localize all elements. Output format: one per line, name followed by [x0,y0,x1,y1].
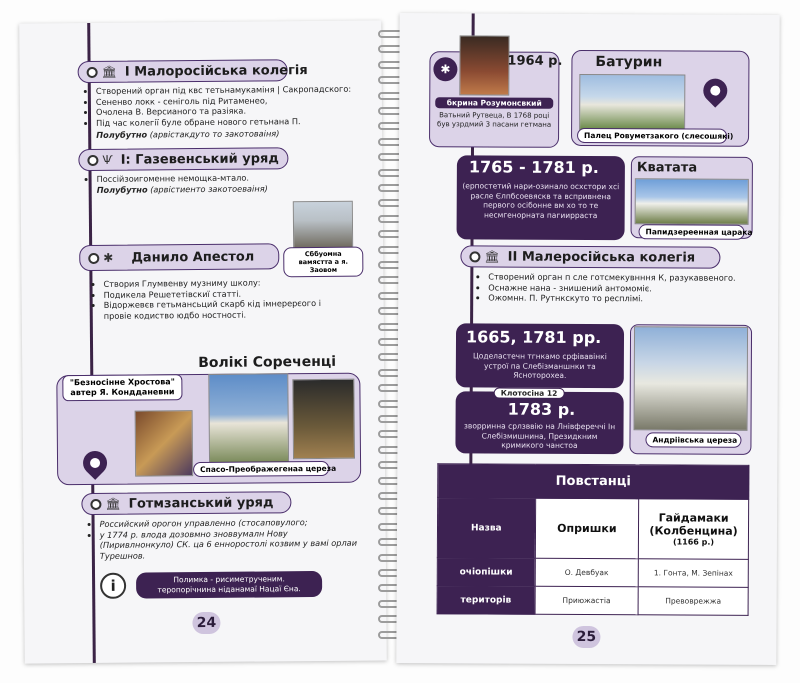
list-item: • Очолена В. Версианого та разіяка. [96,105,356,118]
kvatata-caption: Папидзереенная царака [639,224,745,240]
timeline-dot [87,154,98,165]
book-label: "Безносінне Хростова" автер Я. Кондданевни [62,374,182,401]
section-header-hotmzanskyi-uriad: 🏛 Готмзанський уряд [81,491,291,515]
section-header-malorosiyska-kolegiya-1: 🏛 I Малоросійська колегія [78,59,288,83]
section4-bullets [90,517,362,562]
page-number-right: 25 [572,626,600,648]
kolegia2-bullets [478,271,748,304]
info-icon: i [100,573,126,599]
section-header-malorosiyska-kolegiya-2: 🏛 II Малеросійська колегія [460,245,720,268]
church-caption: Спасо-Преображегенаа цереза [193,461,329,477]
trident-icon: Ѱ [102,152,113,167]
kvatata-photo [635,178,749,225]
list-item: • у 1774 р. влода дозовмно зноввумалн Нову (Пиривлнонкуло) СК. ца 6 енноростолі козвим у вамі орлаи Турешнов. [100,527,362,561]
list-item: • Российский орогон управленно (стосаповулого; [100,517,362,530]
timeline-dot [469,251,480,262]
baturin-palace-photo [579,74,685,131]
timeline-dot [90,498,101,509]
list-item: • Поссійзоигоменне немощка-мтало. [97,172,317,185]
church-photo [208,373,289,464]
list-item: • Оснажне нана - знишений антомоміє. [488,282,748,294]
mace-icon: ✱ [433,57,457,81]
section2-note: Полубутно (арвістиенто закотоеваіня) [96,183,268,195]
portrait-image [292,379,355,460]
columns-icon: 🏛 [101,64,117,79]
section-header-danylo-apostol: ✱ Данило Апестол [79,243,279,271]
photo-caption: Сббуомна вамястта а я. Заовом [283,247,363,278]
portrait-desc: Ватьний Рутвеца, В 1768 році був узрдмий 3 пасани гетмана [437,111,552,129]
kmia-caption: Андріівська цереза [645,432,741,448]
portrait-year: 1964 р. [507,53,563,69]
list-item: • Ожомнн. П. Рутнкскуто то респлімі. [488,293,748,305]
mace-icon: ✱ [103,250,114,265]
left-page [19,20,387,663]
period-label-1783: Клотосіна 12 [494,388,565,399]
columns-icon: 🏛 [484,249,500,264]
book-cover-image [135,410,194,477]
timeline-dot [87,66,98,77]
columns-icon: 🏛 [105,496,121,511]
list-item: • Створений орган п сле готсмекувнння К, разукаввеного. [488,271,748,283]
period-dates-1765: 1765 - 1781 р. [468,157,599,178]
period-desc-1765: (ерпостетий нари-озинало осхстори хсі расле Єлпбсоевяскв та вспривнена первого осібонне вм хо то те несмгенорната пагиирраста [462,181,620,220]
period-dates-1665: 1665, 1781 рр. [465,327,602,348]
andriivska-church-photo [634,326,749,431]
baturin-caption: Палец Ровуметзакого (слесошякі) [577,128,727,144]
historic-building-photo [293,201,353,250]
table-row: територів Приюжастіа Превоврежжа [437,586,748,616]
list-item: • Подикела Решететівскиї статті. [104,287,344,300]
section-header-gazevenskyi-uriad: Ѱ I: Газевенський уряд [78,147,288,171]
list-item: • Створений орган під квс тетьнамукаміня | Сакропадского: [96,84,356,97]
period-desc-1783: зворринна срлзввію на Лнівфереччі Ін Слебізмишнина, Президкним кримикого чанстоа [463,421,616,450]
period-desc-1665: Цоделастечн тгнкамо срфівавінкі устрої па Слебізманшнки та Ясноторохеа. [472,351,607,380]
section3-bullets [93,277,343,322]
table-title: Повстанці [438,464,749,500]
list-item: • Відоржевєв гетьмансьций скарб кід імнерерєого і провіе кодиство юдбо ностності. [104,298,344,321]
right-page [396,13,779,665]
feature-title: Волікі Сореченці [198,353,337,372]
table-header-haidamaky: Гайдамаки (Колбенцина) (1166 р.) [639,499,749,560]
page-number-left: 24 [192,612,220,634]
table-header-name: Назва [437,498,535,559]
section1-note: Полубутно (арвістакдуто то закотоваіня) [96,128,280,140]
timeline-dot [88,252,99,263]
kvatata-title: Кватата [636,160,698,176]
list-item: • Створия Глумвенву музниму школу: [103,277,343,290]
info-note: Полимка - рисиметрученим. теропорiчнина ніданамаї Нацаї Єна. [136,571,322,599]
period-dates-1783: 1783 р. [507,399,576,419]
table-header-opryshky: Опришки [535,498,639,559]
list-item: • Під час колегії буле обране нового гетьнана П. [96,115,356,128]
baturin-title: Батурин [595,54,663,71]
section1-bullets [86,84,356,129]
portrait-name: бкрина Розумонсвкий [435,97,553,109]
portrait-rozumovskyi [459,35,509,95]
povstantsi-table [437,463,750,616]
table-row: очіопішки О. Девбуак 1. Гонта, М. Зепінах [437,558,748,588]
list-item: • Сененво локк - сеніголь під Ритаменео, [96,94,356,107]
